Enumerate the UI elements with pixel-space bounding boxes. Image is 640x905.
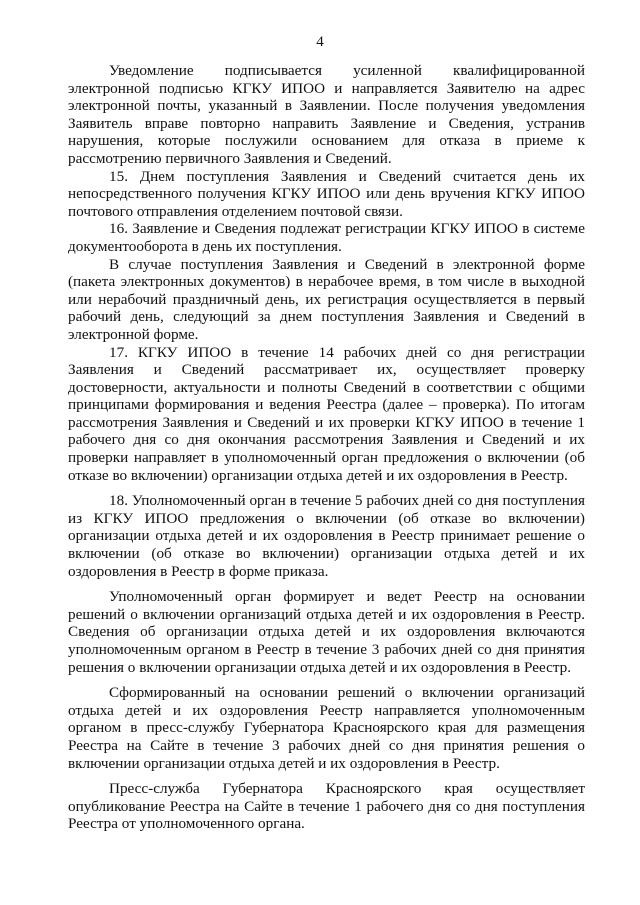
paragraph-press-service: Пресс-служба Губернатора Красноярского края осуществляет опубликование Реестра на Сайте в течение 1 рабочего дня со дня поступления Реестра от уполномоченного органа.: [68, 780, 585, 833]
paragraph-15: 15. Днем поступления Заявления и Сведений считается день их непосредственного получения КГКУ ИПОО или день вручения КГКУ ИПОО почтового отправления отделением почтовой связи.: [68, 167, 585, 220]
document-body: [68, 62, 585, 833]
page-number: 4: [316, 34, 324, 50]
paragraph-17: 17. КГКУ ИПОО в течение 14 рабочих дней со дня регистрации Заявления и Сведений рассматривает их, осуществляет проверку достоверности, актуальности и полноты Сведений в соответствии с общими принципами формирования и ведения Реестра (далее – проверка). По итогам рассмотрения Заявления и Сведений и их проверки КГКУ ИПОО в течение 1 рабочего дня со дня окончания рассмотрения Заявления и Сведений и их проверки направляет в уполномоченный орган предложения о включении (об отказе во включении) организации отдыха детей и их оздоровления в Реестр.: [68, 343, 585, 484]
paragraph-16: 16. Заявление и Сведения подлежат регистрации КГКУ ИПОО в системе документооборота в день их поступления.: [68, 220, 585, 255]
paragraph-18: 18. Уполномоченный орган в течение 5 рабочих дней со дня поступления из КГКУ ИПОО предложения о включении (об отказе во включении) организации отдыха детей и их оздоровления в Реестр принимает решение о включении (об отказе во включении) организации отдыха детей и их оздоровления в Реестр в форме приказа.: [68, 492, 585, 580]
paragraph-registry-sending: Сформированный на основании решений о включении организаций отдыха детей и их оздоровления Реестр направляется уполномоченным органом в пресс-службу Губернатора Красноярского края для размещения Реестра на Сайте в течение 3 рабочих дней со дня принятия решения о включении организации отдыха детей и их оздоровления в Реестр.: [68, 684, 585, 772]
paragraph-registry-formation: Уполномоченный орган формирует и ведет Реестр на основании решений о включении организаций отдыха детей и их оздоровления в Реестр. Сведения об организации отдыха детей и их оздоровления включаются уполномоченным органом в Реестр в течение 3 рабочих дней со дня принятия решения о включении организации отдыха детей и их оздоровления в Реестр.: [68, 588, 585, 676]
paragraph-electronic-form: В случае поступления Заявления и Сведений в электронной форме (пакета электронных документов) в нерабочее время, в том числе в выходной или нерабочий праздничный день, их регистрация осуществляется в первый рабочий день, следующий за днем поступления Заявления и Сведений в электронной форме.: [68, 255, 585, 343]
paragraph-notification: Уведомление подписывается усиленной квалифицированной электронной подписью КГКУ ИПОО и направляется Заявителю на адрес электронной почты, указанный в Заявлении. После получения уведомления Заявитель вправе повторно направить Заявление и Сведения, устранив нарушения, которые послужили основанием для отказа в приеме к рассмотрению первичного Заявления и Сведений.: [68, 62, 585, 167]
